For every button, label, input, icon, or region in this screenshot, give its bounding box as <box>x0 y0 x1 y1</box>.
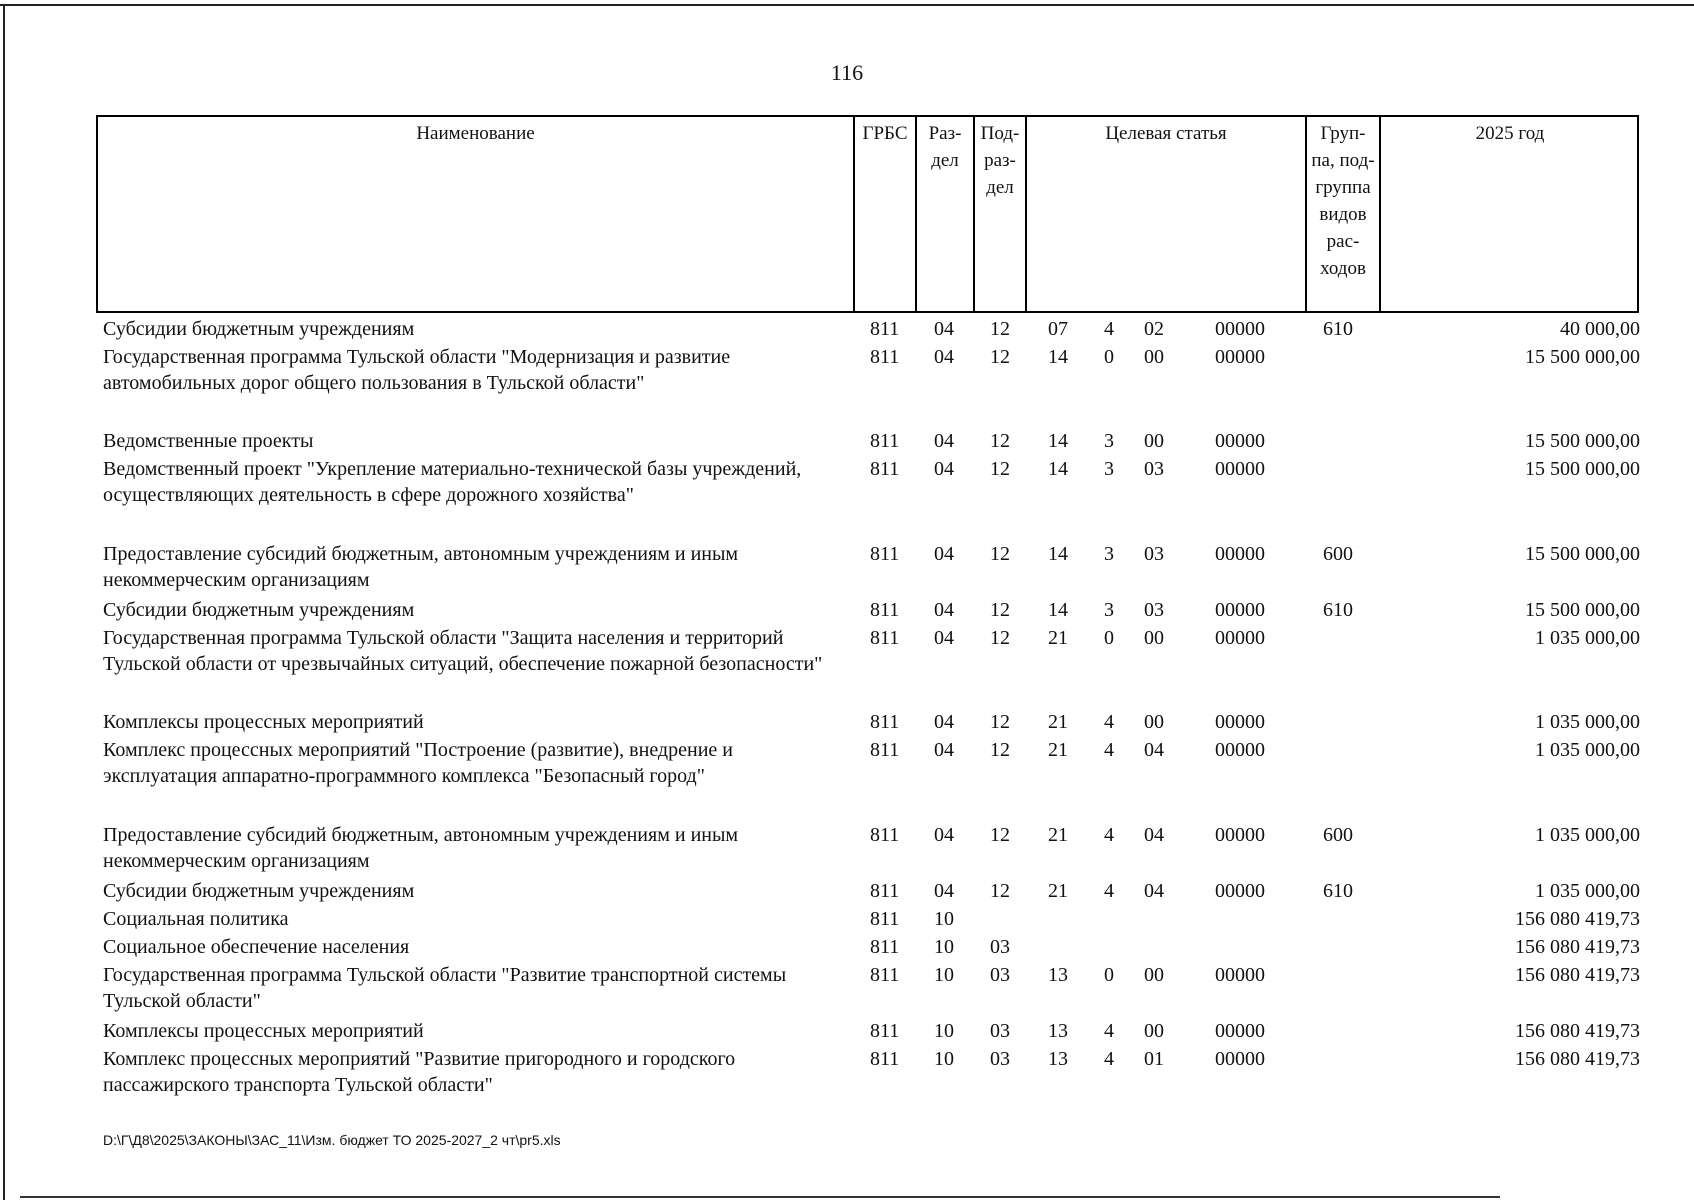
cell-grbs: 811 <box>870 430 900 452</box>
cell-name: Комплекс процессных мероприятий "Развитие пригородного и городского пассажирского транспорта Тульской области" <box>103 1048 736 1096</box>
cell-grbs: 811 <box>870 346 900 368</box>
cell-ts2: 4 <box>1104 1020 1114 1042</box>
cell-group: 610 <box>1323 599 1353 621</box>
cell-ts2: 4 <box>1104 880 1114 902</box>
cell-amount: 156 080 419,73 <box>1515 1048 1640 1070</box>
cell-ts4: 00000 <box>1215 1020 1265 1042</box>
cell-ts2: 4 <box>1104 318 1114 340</box>
cell-ts4: 00000 <box>1215 318 1265 340</box>
cell-amount: 1 035 000,00 <box>1535 627 1640 649</box>
cell-ts1: 21 <box>1048 880 1068 902</box>
cell-razdel: 04 <box>934 458 954 480</box>
cell-grbs: 811 <box>870 739 900 761</box>
header-year: 2025 год <box>1475 123 1545 144</box>
cell-podrazdel: 12 <box>990 346 1010 368</box>
page-frame-left <box>3 4 5 1200</box>
cell-group: 600 <box>1323 543 1353 565</box>
cell-podrazdel: 12 <box>990 599 1010 621</box>
cell-ts1: 14 <box>1048 346 1068 368</box>
cell-podrazdel: 12 <box>990 543 1010 565</box>
cell-amount: 40 000,00 <box>1560 318 1640 340</box>
page-frame-top <box>0 4 1694 6</box>
cell-ts3: 00 <box>1144 964 1164 986</box>
cell-grbs: 811 <box>870 880 900 902</box>
cell-ts4: 00000 <box>1215 711 1265 733</box>
cell-podrazdel: 12 <box>990 880 1010 902</box>
cell-grbs: 811 <box>870 936 900 958</box>
cell-amount: 1 035 000,00 <box>1535 711 1640 733</box>
cell-razdel: 04 <box>934 430 954 452</box>
cell-ts3: 00 <box>1144 430 1164 452</box>
cell-ts1: 21 <box>1048 627 1068 649</box>
cell-ts2: 3 <box>1104 430 1114 452</box>
cell-ts4: 00000 <box>1215 599 1265 621</box>
cell-grbs: 811 <box>870 599 900 621</box>
cell-ts4: 00000 <box>1215 430 1265 452</box>
cell-grbs: 811 <box>870 627 900 649</box>
cell-ts1: 14 <box>1048 543 1068 565</box>
cell-ts1: 21 <box>1048 739 1068 761</box>
cell-amount: 1 035 000,00 <box>1535 824 1640 846</box>
cell-ts1: 13 <box>1048 1048 1068 1070</box>
header-podrazdel: Под- раз- дел <box>980 123 1020 198</box>
cell-razdel: 04 <box>934 880 954 902</box>
cell-ts3: 03 <box>1144 599 1164 621</box>
cell-grbs: 811 <box>870 711 900 733</box>
cell-ts3: 02 <box>1144 318 1164 340</box>
cell-amount: 15 500 000,00 <box>1525 458 1640 480</box>
cell-grbs: 811 <box>870 1048 900 1070</box>
cell-ts3: 00 <box>1144 627 1164 649</box>
cell-razdel: 10 <box>934 936 954 958</box>
cell-name: Комплекс процессных мероприятий "Построение (развитие), внедрение и эксплуатация аппаратно-программного комплекса "Безопасный город" <box>103 739 733 787</box>
cell-ts3: 03 <box>1144 543 1164 565</box>
cell-ts3: 04 <box>1144 739 1164 761</box>
cell-ts2: 3 <box>1104 599 1114 621</box>
cell-ts1: 21 <box>1048 824 1068 846</box>
cell-name: Государственная программа Тульской области "Защита населения и территорий Тульской области от чрезвычайных ситуаций, обеспечение пожарной безопасности" <box>103 627 823 675</box>
cell-group: 610 <box>1323 318 1353 340</box>
cell-name: Социальное обеспечение населения <box>103 936 410 958</box>
cell-ts2: 0 <box>1104 346 1114 368</box>
cell-razdel: 04 <box>934 739 954 761</box>
cell-ts1: 13 <box>1048 1020 1068 1042</box>
cell-amount: 15 500 000,00 <box>1525 346 1640 368</box>
cell-grbs: 811 <box>870 824 900 846</box>
cell-name: Социальная политика <box>103 908 289 930</box>
cell-razdel: 04 <box>934 627 954 649</box>
cell-ts4: 00000 <box>1215 739 1265 761</box>
cell-podrazdel: 03 <box>990 964 1010 986</box>
cell-podrazdel: 12 <box>990 627 1010 649</box>
cell-name: Ведомственный проект "Укрепление материально-технической базы учреждений, осуществляющих деятельность в сфере дорожного хозяйства" <box>103 458 802 506</box>
cell-razdel: 04 <box>934 346 954 368</box>
cell-ts4: 00000 <box>1215 880 1265 902</box>
cell-grbs: 811 <box>870 318 900 340</box>
cell-razdel: 04 <box>934 599 954 621</box>
cell-ts2: 0 <box>1104 964 1114 986</box>
cell-ts1: 14 <box>1048 599 1068 621</box>
cell-ts1: 14 <box>1048 430 1068 452</box>
page-number: 116 <box>830 60 864 85</box>
cell-name: Субсидии бюджетным учреждениям <box>103 318 415 340</box>
cell-grbs: 811 <box>870 543 900 565</box>
cell-ts1: 13 <box>1048 964 1068 986</box>
cell-razdel: 10 <box>934 1048 954 1070</box>
cell-ts4: 00000 <box>1215 1048 1265 1070</box>
cell-razdel: 04 <box>934 543 954 565</box>
cell-podrazdel: 12 <box>990 430 1010 452</box>
cell-amount: 15 500 000,00 <box>1525 599 1640 621</box>
cell-razdel: 10 <box>934 1020 954 1042</box>
cell-ts2: 4 <box>1104 711 1114 733</box>
cell-name: Субсидии бюджетным учреждениям <box>103 880 415 902</box>
cell-name: Субсидии бюджетным учреждениям <box>103 599 415 621</box>
cell-podrazdel: 12 <box>990 739 1010 761</box>
cell-razdel: 04 <box>934 824 954 846</box>
cell-ts2: 4 <box>1104 824 1114 846</box>
cell-razdel: 10 <box>934 964 954 986</box>
cell-podrazdel: 03 <box>990 936 1010 958</box>
table-header <box>96 115 1639 313</box>
cell-amount: 156 080 419,73 <box>1515 964 1640 986</box>
cell-razdel: 10 <box>934 908 954 930</box>
cell-ts2: 3 <box>1104 543 1114 565</box>
cell-ts3: 00 <box>1144 346 1164 368</box>
cell-name: Комплексы процессных мероприятий <box>103 711 424 733</box>
header-grbs: ГРБС <box>862 123 908 144</box>
header-name: Наименование <box>416 123 535 144</box>
cell-ts3: 04 <box>1144 880 1164 902</box>
cell-name: Предоставление субсидий бюджетным, автономным учреждениям и иным некоммерческим организациям <box>103 543 739 591</box>
cell-ts1: 21 <box>1048 711 1068 733</box>
cell-podrazdel: 12 <box>990 458 1010 480</box>
cell-ts4: 00000 <box>1215 543 1265 565</box>
cell-amount: 15 500 000,00 <box>1525 430 1640 452</box>
header-expense-group: Груп- па, под- группа видов рас- ходов <box>1311 123 1375 279</box>
cell-ts4: 00000 <box>1215 627 1265 649</box>
cell-amount: 1 035 000,00 <box>1535 739 1640 761</box>
header-razdel: Раз- дел <box>928 123 962 171</box>
cell-ts2: 3 <box>1104 458 1114 480</box>
cell-grbs: 811 <box>870 964 900 986</box>
cell-name: Государственная программа Тульской области "Развитие транспортной системы Тульской области" <box>103 964 787 1012</box>
cell-ts4: 00000 <box>1215 346 1265 368</box>
cell-name: Ведомственные проекты <box>103 430 314 452</box>
cell-ts3: 01 <box>1144 1048 1164 1070</box>
cell-amount: 1 035 000,00 <box>1535 880 1640 902</box>
cell-amount: 156 080 419,73 <box>1515 908 1640 930</box>
cell-ts3: 03 <box>1144 458 1164 480</box>
cell-group: 610 <box>1323 880 1353 902</box>
cell-grbs: 811 <box>870 908 900 930</box>
cell-podrazdel: 03 <box>990 1020 1010 1042</box>
cell-ts3: 00 <box>1144 711 1164 733</box>
cell-group: 600 <box>1323 824 1353 846</box>
cell-ts4: 00000 <box>1215 824 1265 846</box>
cell-podrazdel: 12 <box>990 711 1010 733</box>
cell-ts2: 4 <box>1104 739 1114 761</box>
cell-amount: 15 500 000,00 <box>1525 543 1640 565</box>
cell-ts2: 0 <box>1104 627 1114 649</box>
cell-ts4: 00000 <box>1215 458 1265 480</box>
cell-razdel: 04 <box>934 318 954 340</box>
cell-amount: 156 080 419,73 <box>1515 1020 1640 1042</box>
cell-name: Предоставление субсидий бюджетным, автономным учреждениям и иным некоммерческим организациям <box>103 824 739 872</box>
cell-grbs: 811 <box>870 458 900 480</box>
cell-ts1: 07 <box>1048 318 1068 340</box>
footer-file-path: D:\Г\Д8\2025\ЗАКОНЫ\ЗАС_11\Изм. бюджет ТО 2025-2027_2 чт\pr5.xls <box>103 1132 561 1148</box>
header-target-article: Целевая статья <box>1105 123 1227 144</box>
cell-podrazdel: 12 <box>990 824 1010 846</box>
cell-ts1: 14 <box>1048 458 1068 480</box>
cell-ts4: 00000 <box>1215 964 1265 986</box>
page-frame-bottom <box>20 1196 1500 1198</box>
cell-podrazdel: 12 <box>990 318 1010 340</box>
cell-grbs: 811 <box>870 1020 900 1042</box>
cell-ts3: 04 <box>1144 824 1164 846</box>
cell-amount: 156 080 419,73 <box>1515 936 1640 958</box>
cell-name: Государственная программа Тульской области "Модернизация и развитие автомобильных дорог общего пользования в Тульской области" <box>103 346 731 394</box>
cell-name: Комплексы процессных мероприятий <box>103 1020 424 1042</box>
cell-ts3: 00 <box>1144 1020 1164 1042</box>
cell-ts2: 4 <box>1104 1048 1114 1070</box>
cell-razdel: 04 <box>934 711 954 733</box>
cell-podrazdel: 03 <box>990 1048 1010 1070</box>
